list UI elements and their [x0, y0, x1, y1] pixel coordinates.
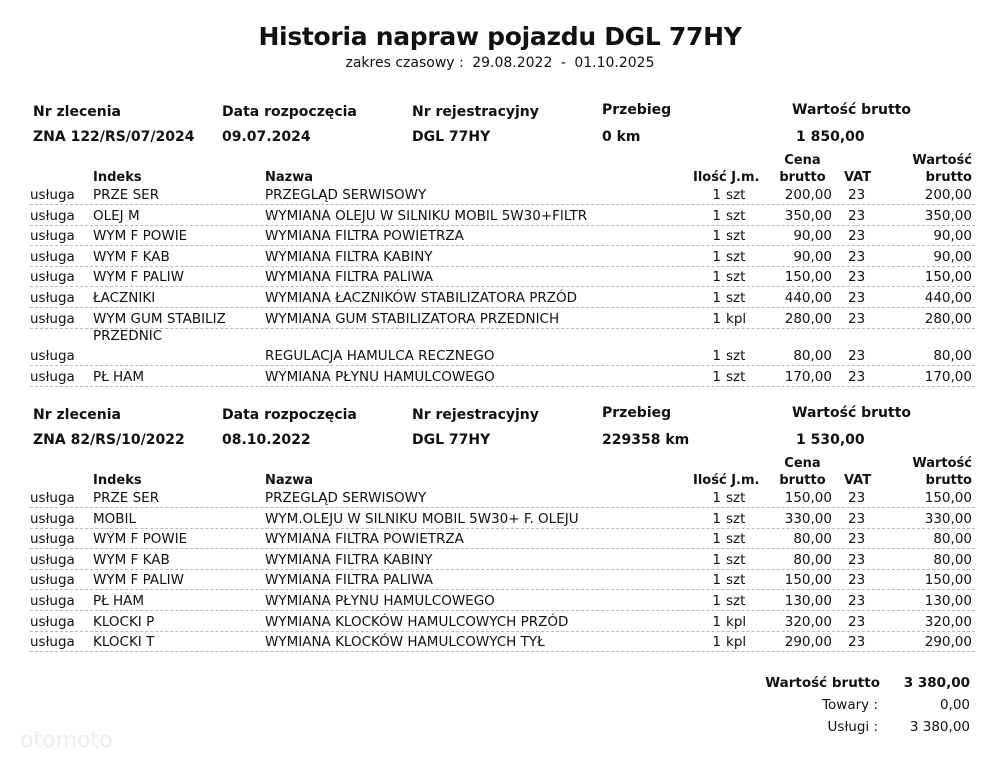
- row-divider: [30, 245, 975, 246]
- item-vat: 23: [848, 207, 866, 224]
- col-name-header: Nazwa: [265, 473, 314, 488]
- col-price-header-top: Cena: [784, 456, 821, 471]
- item-value: 90,00: [933, 228, 972, 245]
- item-price: 150,00: [784, 572, 832, 589]
- item-name: REGULACJA HAMULCA RECZNEGO: [265, 348, 495, 365]
- item-qty: 1: [712, 490, 721, 506]
- row-divider: [30, 204, 975, 205]
- item-value: 150,00: [924, 490, 972, 506]
- item-type: usługa: [30, 634, 75, 651]
- item-vat: 23: [848, 551, 866, 568]
- item-type: usługa: [30, 593, 75, 609]
- item-unit: szt: [726, 572, 746, 589]
- item-type: usługa: [30, 348, 75, 365]
- item-type: usługa: [30, 187, 75, 203]
- item-index: PRZE SER: [93, 187, 160, 203]
- item-price: 320,00: [784, 613, 832, 630]
- item-name: WYMIANA FILTRA PALIWA: [265, 269, 433, 286]
- item-qty: 1: [712, 572, 721, 589]
- item-name: WYMIANA PŁYNU HAMULCOWEGO: [265, 368, 495, 385]
- item-type: usługa: [30, 510, 75, 527]
- item-name: WYMIANA FILTRA POWIETRZA: [265, 531, 464, 548]
- item-index: MOBIL: [93, 510, 137, 527]
- range-from: 29.08.2022: [472, 55, 553, 71]
- item-vat: 23: [848, 634, 866, 651]
- item-name: WYMIANA KLOCKÓW HAMULCOWYCH TYŁ: [265, 634, 545, 651]
- item-unit: szt: [726, 207, 746, 224]
- item-type: usługa: [30, 551, 75, 568]
- item-qty: 1: [712, 207, 721, 224]
- item-vat: 23: [848, 490, 866, 506]
- range-to: 01.10.2025: [574, 55, 655, 71]
- item-index: WYM F POWIE: [93, 228, 188, 245]
- start-date-label: Data rozpoczęcia: [222, 407, 357, 423]
- item-qty: 1: [712, 310, 721, 327]
- reg-no-value: DGL 77HY: [412, 129, 491, 145]
- col-qty-unit-header: Ilość J.m.: [693, 473, 760, 488]
- item-type: usługa: [30, 228, 75, 245]
- item-qty: 1: [712, 368, 721, 385]
- item-vat: 23: [848, 531, 866, 548]
- item-vat: 23: [848, 593, 866, 609]
- gross-value-label: Wartość brutto: [792, 405, 912, 421]
- item-name: WYMIANA FILTRA POWIETRZA: [265, 228, 464, 245]
- item-vat: 23: [848, 187, 866, 203]
- col-value-header-bottom: brutto: [925, 473, 972, 488]
- item-vat: 23: [848, 269, 866, 286]
- item-qty: 1: [712, 348, 721, 365]
- summary-services-value: 3 380,00: [909, 719, 970, 735]
- order-no-label: Nr zlecenia: [33, 407, 121, 423]
- item-value: 200,00: [924, 187, 972, 203]
- summary-total-label: Wartość brutto: [765, 675, 880, 691]
- item-unit: szt: [726, 490, 746, 506]
- item-index: WYM F POWIE: [93, 531, 188, 548]
- item-index: KLOCKI P: [93, 613, 155, 630]
- item-price: 440,00: [784, 290, 832, 306]
- mileage-value: 0 km: [602, 129, 641, 145]
- item-name: WYMIANA OLEJU W SILNIKU MOBIL 5W30+FILTR: [265, 207, 588, 224]
- item-name: WYMIANA GUM STABILIZATORA PRZEDNICH: [265, 310, 560, 327]
- item-price: 80,00: [793, 551, 832, 568]
- date-range: [0, 55, 1000, 71]
- summary-goods-value: 0,00: [939, 697, 970, 713]
- item-vat: 23: [848, 368, 866, 385]
- item-vat: 23: [848, 310, 866, 327]
- page-title: Historia napraw pojazdu DGL 77HY: [258, 22, 742, 51]
- row-divider: [30, 328, 975, 329]
- range-sep: -: [560, 55, 566, 71]
- item-name: WYMIANA FILTRA KABINY: [265, 248, 433, 265]
- mileage-label: Przebieg: [602, 405, 672, 421]
- order-no-value: ZNA 122/RS/07/2024: [33, 129, 195, 145]
- item-index: PŁ HAM: [93, 593, 145, 609]
- col-index-header: Indeks: [93, 170, 142, 185]
- item-index: KLOCKI T: [93, 634, 155, 651]
- item-value: 80,00: [933, 348, 972, 365]
- item-name: WYMIANA FILTRA PALIWA: [265, 572, 433, 589]
- item-price: 130,00: [784, 593, 832, 609]
- item-value: 80,00: [933, 551, 972, 568]
- col-price-header-bottom: brutto: [779, 473, 826, 488]
- item-vat: 23: [848, 572, 866, 589]
- item-unit: szt: [726, 269, 746, 286]
- row-divider: [30, 589, 975, 590]
- item-unit: kpl: [726, 310, 747, 327]
- row-divider: [30, 286, 975, 287]
- col-value-header-top: Wartość: [912, 153, 972, 168]
- item-index: OLEJ M: [93, 207, 140, 224]
- item-index: WYM F KAB: [93, 551, 170, 568]
- item-vat: 23: [848, 510, 866, 527]
- item-qty: 1: [712, 187, 721, 203]
- mileage-label: Przebieg: [602, 102, 672, 118]
- item-name: PRZEGLĄD SERWISOWY: [265, 187, 427, 203]
- item-value: 280,00: [924, 310, 972, 327]
- item-price: 80,00: [793, 531, 832, 548]
- item-price: 330,00: [784, 510, 832, 527]
- item-value: 150,00: [924, 269, 972, 286]
- item-unit: szt: [726, 368, 746, 385]
- item-index: WYM GUM STABILIZ: [93, 310, 226, 327]
- item-unit: szt: [726, 531, 746, 548]
- item-value: 90,00: [933, 248, 972, 265]
- item-qty: 1: [712, 634, 721, 651]
- item-price: 90,00: [793, 228, 832, 245]
- item-unit: szt: [726, 510, 746, 527]
- item-qty: 1: [712, 613, 721, 630]
- item-index: ŁACZNIKI: [93, 290, 156, 306]
- item-price: 170,00: [784, 368, 832, 385]
- item-type: usługa: [30, 207, 75, 224]
- item-type: usługa: [30, 531, 75, 548]
- item-value: 170,00: [924, 368, 972, 385]
- item-value: 350,00: [924, 207, 972, 224]
- item-index: WYM F PALIW: [93, 572, 184, 589]
- item-type: usługa: [30, 248, 75, 265]
- item-price: 200,00: [784, 187, 832, 203]
- item-unit: kpl: [726, 613, 747, 630]
- item-price: 290,00: [784, 634, 832, 651]
- item-type: usługa: [30, 613, 75, 630]
- item-qty: 1: [712, 248, 721, 265]
- order-no-label: Nr zlecenia: [33, 104, 121, 120]
- reg-no-label: Nr rejestracyjny: [412, 407, 539, 423]
- row-divider: [30, 610, 975, 611]
- item-value: 130,00: [924, 593, 972, 609]
- item-unit: szt: [726, 348, 746, 365]
- item-qty: 1: [712, 290, 721, 306]
- reg-no-label: Nr rejestracyjny: [412, 104, 539, 120]
- row-divider: [30, 225, 975, 226]
- item-value: 150,00: [924, 572, 972, 589]
- item-qty: 1: [712, 269, 721, 286]
- item-value: 440,00: [924, 290, 972, 306]
- item-name: WYM.OLEJU W SILNIKU MOBIL 5W30+ F. OLEJU: [265, 510, 579, 527]
- start-date-label: Data rozpoczęcia: [222, 104, 357, 120]
- item-unit: kpl: [726, 634, 747, 651]
- item-type: usługa: [30, 490, 75, 506]
- summary-services-label: Usługi :: [827, 719, 878, 735]
- row-divider: [30, 548, 975, 549]
- col-vat-header: VAT: [844, 170, 872, 185]
- col-qty-unit-header: Ilość J.m.: [693, 170, 760, 185]
- col-vat-header: VAT: [844, 473, 872, 488]
- row-divider: [30, 507, 975, 508]
- item-vat: 23: [848, 613, 866, 630]
- item-qty: 1: [712, 551, 721, 568]
- item-price: 90,00: [793, 248, 832, 265]
- row-divider: [30, 386, 975, 387]
- item-value: 320,00: [924, 613, 972, 630]
- summary-goods-label: Towary :: [822, 697, 878, 713]
- col-value-header-top: Wartość: [912, 456, 972, 471]
- row-divider: [30, 569, 975, 570]
- item-vat: 23: [848, 348, 866, 365]
- item-qty: 1: [712, 228, 721, 245]
- item-type: usługa: [30, 368, 75, 385]
- item-vat: 23: [848, 228, 866, 245]
- item-vat: 23: [848, 290, 866, 306]
- item-price: 150,00: [784, 269, 832, 286]
- item-type: usługa: [30, 572, 75, 589]
- item-name: WYMIANA ŁACZNIKÓW STABILIZATORA PRZÓD: [265, 290, 578, 306]
- item-type: usługa: [30, 290, 75, 306]
- row-divider: [30, 651, 975, 652]
- item-vat: 23: [848, 248, 866, 265]
- item-index-continued: PRZEDNIC: [93, 327, 163, 344]
- item-price: 350,00: [784, 207, 832, 224]
- col-value-header-bottom: brutto: [925, 170, 972, 185]
- item-index: PRZE SER: [93, 490, 160, 506]
- col-price-header-bottom: brutto: [779, 170, 826, 185]
- item-name: WYMIANA PŁYNU HAMULCOWEGO: [265, 593, 495, 609]
- item-index: PŁ HAM: [93, 368, 145, 385]
- item-name: WYMIANA KLOCKÓW HAMULCOWYCH PRZÓD: [265, 613, 569, 630]
- range-label: zakres czasowy :: [345, 55, 464, 71]
- reg-no-value: DGL 77HY: [412, 432, 491, 448]
- watermark: otomoto: [20, 728, 113, 753]
- summary-total-value: 3 380,00: [903, 675, 970, 691]
- item-index: WYM F PALIW: [93, 269, 184, 286]
- item-unit: szt: [726, 593, 746, 609]
- item-qty: 1: [712, 593, 721, 609]
- item-qty: 1: [712, 531, 721, 548]
- item-unit: szt: [726, 248, 746, 265]
- item-value: 330,00: [924, 510, 972, 527]
- row-divider: [30, 528, 975, 529]
- item-value: 290,00: [924, 634, 972, 651]
- row-divider: [30, 365, 975, 366]
- item-type: usługa: [30, 269, 75, 286]
- item-unit: szt: [726, 187, 746, 203]
- item-unit: szt: [726, 228, 746, 245]
- start-date-value: 08.10.2022: [222, 432, 311, 448]
- item-qty: 1: [712, 510, 721, 527]
- mileage-value: 229358 km: [602, 432, 690, 448]
- gross-value-value: 1 850,00: [796, 129, 865, 145]
- item-name: WYMIANA FILTRA KABINY: [265, 551, 433, 568]
- row-divider: [30, 307, 975, 308]
- item-value: 80,00: [933, 531, 972, 548]
- item-type: usługa: [30, 310, 75, 327]
- col-index-header: Indeks: [93, 473, 142, 488]
- order-no-value: ZNA 82/RS/10/2022: [33, 432, 185, 448]
- item-price: 80,00: [793, 348, 832, 365]
- item-name: PRZEGLĄD SERWISOWY: [265, 490, 427, 506]
- gross-value-value: 1 530,00: [796, 432, 865, 448]
- row-divider: [30, 631, 975, 632]
- row-divider: [30, 266, 975, 267]
- gross-value-label: Wartość brutto: [792, 102, 912, 118]
- item-unit: szt: [726, 551, 746, 568]
- col-price-header-top: Cena: [784, 153, 821, 168]
- item-price: 280,00: [784, 310, 832, 327]
- item-index: WYM F KAB: [93, 248, 170, 265]
- item-price: 150,00: [784, 490, 832, 506]
- start-date-value: 09.07.2024: [222, 129, 311, 145]
- item-unit: szt: [726, 290, 746, 306]
- col-name-header: Nazwa: [265, 170, 314, 185]
